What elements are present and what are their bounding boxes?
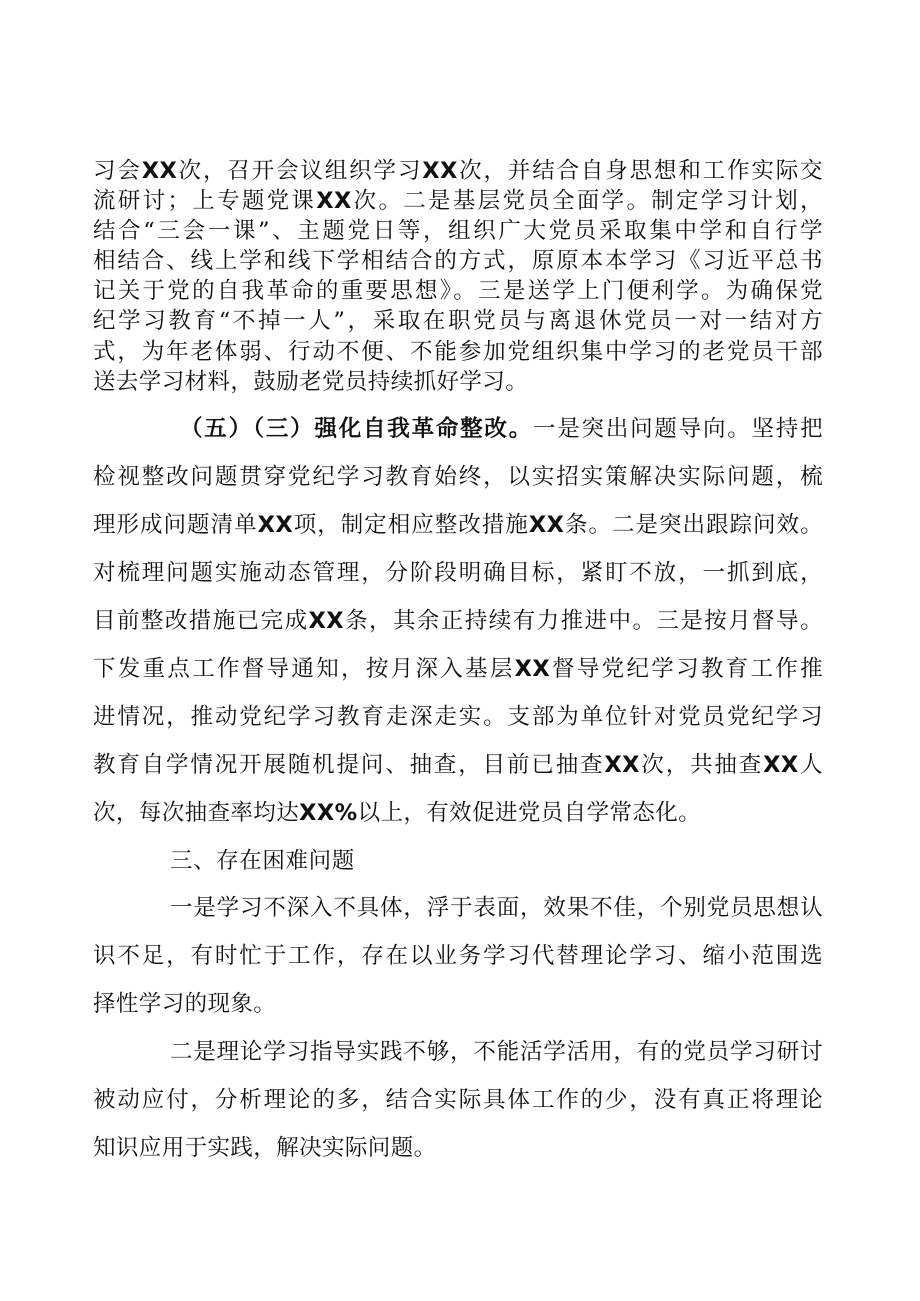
paragraph-line: 择性学习的现象。 xyxy=(93,991,277,1017)
paragraph-line: 进情况，推动党纪学习教育走深走实。支部为单位针对党员党纪学习 xyxy=(93,704,823,730)
paragraph-line: 结合“三会一课”、主题党日等，组织广大党员采取集中学和自行学 xyxy=(93,218,823,244)
paragraph-line: 检视整改问题贯穿党纪学习教育始终，以实招实策解决实际问题，梳 xyxy=(93,464,823,490)
paragraph-line: 被动应付，分析理论的多，结合实际具体工作的少，没有真正将理论 xyxy=(93,1087,823,1113)
paragraph-line: 识不足，有时忙于工作，存在以业务学习代替理论学习、缩小范围选 xyxy=(93,943,823,969)
paragraph-line: 式，为年老体弱、行动不便、不能参加党组织集中学习的老党员干部 xyxy=(93,339,823,365)
paragraph-line: 流研讨；上专题党课XX次。二是基层党员全面学。制定学习计划， xyxy=(93,188,823,214)
paragraph-line: 目前整改措施已完成XX条，其余正持续有力推进中。三是按月督导。 xyxy=(93,608,823,634)
paragraph-line: 相结合、线上学和线下学相结合的方式，原原本本学习《习近平总书 xyxy=(93,248,823,274)
section-title: 三、存在困难问题 xyxy=(170,848,355,874)
paragraph-line: 记关于党的自我革命的重要思想》。三是送学上门便利学。为确保党 xyxy=(93,278,823,304)
paragraph-line: 理形成问题清单XX项，制定相应整改措施XX条。二是突出跟踪问效。 xyxy=(93,512,823,538)
paragraph-line: 一是学习不深入不具体，浮于表面，效果不佳，个别党员思想认 xyxy=(170,895,823,921)
paragraph-line: 对梳理问题实施动态管理，分阶段明确目标，紧盯不放，一抓到底， xyxy=(93,560,823,586)
section-heading: （五）（三）强化自我革命整改。 xyxy=(180,416,533,442)
paragraph-line: 知识应用于实践，解决实际问题。 xyxy=(93,1135,437,1161)
paragraph-line: 下发重点工作督导通知，按月深入基层XX督导党纪学习教育工作推 xyxy=(93,656,823,682)
paragraph-line: 送去学习材料，鼓励老党员持续抓好学习。 xyxy=(93,369,529,395)
paragraph-line: 教育自学情况开展随机提问、抽查，目前已抽查XX次，共抽查XX人 xyxy=(93,752,823,778)
section-heading-line: （五）（三）强化自我革命整改。一是突出问题导向。坚持把 xyxy=(180,416,823,442)
paragraph-line: 次，每次抽查率均达XX%以上，有效促进党员自学常态化。 xyxy=(93,800,702,826)
paragraph-line: 纪学习教育“不掉一人”，采取在职党员与离退休党员一对一结对方 xyxy=(93,308,823,334)
paragraph-line: 二是理论学习指导实践不够，不能活学活用，有的党员学习研讨 xyxy=(170,1039,823,1065)
paragraph-line: 习会XX次，召开会议组织学习XX次，并结合自身思想和工作实际交 xyxy=(93,158,823,184)
